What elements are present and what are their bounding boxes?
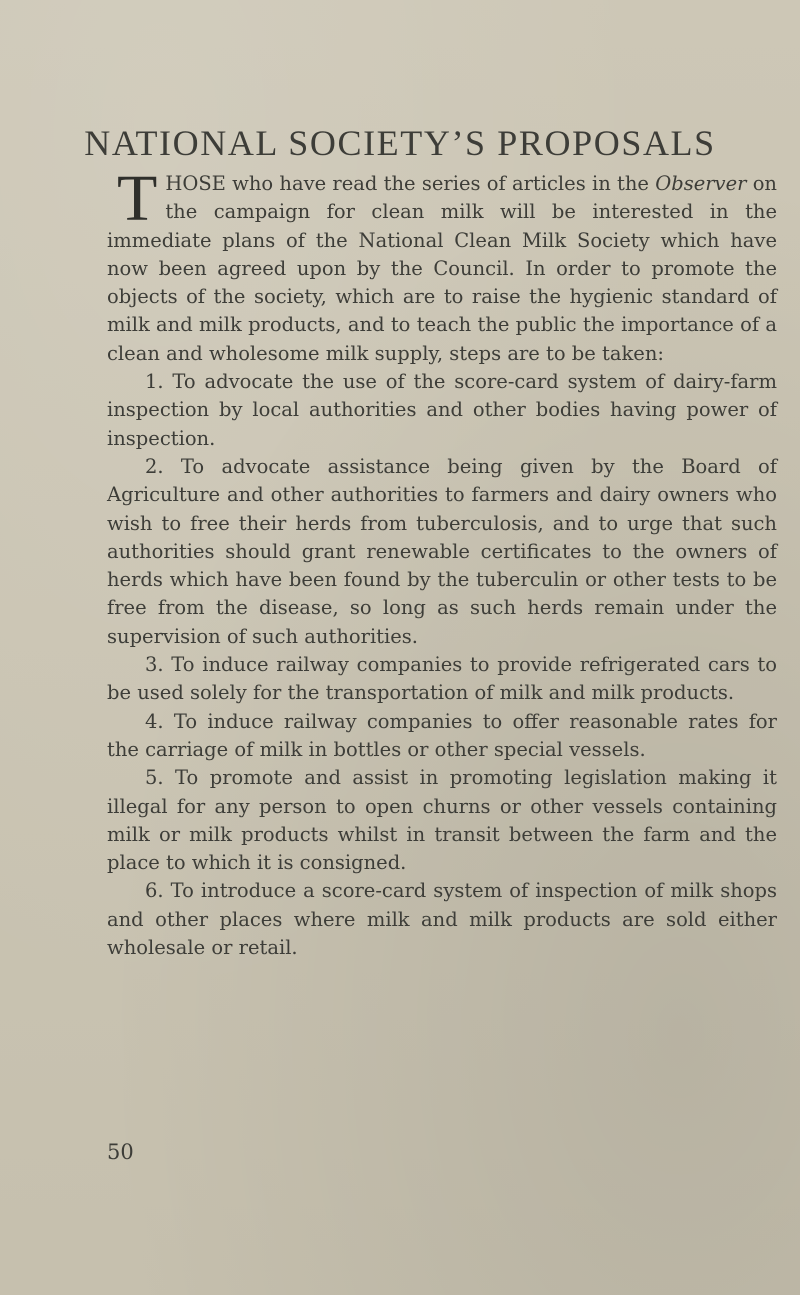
proposal-item-5: 5. To promote and assist in promoting legislation making it illegal for any person to open churns or other vessels containing milk or milk products whilst in transit between the farm and the place to which it is consigned. (107, 766, 777, 875)
proposal-item-1: 1. To advocate the use of the score-card system of dairy-farm inspection by local authorities and other bodies having power of inspection. (107, 370, 777, 450)
intro-paragraph (107, 162, 777, 368)
page-title: NATIONAL SOCIETY’S PROPOSALS (84, 123, 716, 163)
proposal-item-2: 2. To advocate assistance being given by the Board of Agriculture and other authorities to farmers and dairy owners who wish to free their herds from tuberculosis, and to urge that such authorities should grant renewable certificates to the owners of herds which have been found by the tuberculin or other tests to be free from the disease, so long as such herds remain under the supervision of such authorities. (107, 454, 777, 648)
intro-rest: on the campaign for clean milk will be interested in the immediate plans of the National Clean Milk Society which have now been agreed upon by the Council. In order to promote the objects of the society, which are to raise the hygienic standard of milk and milk products, and to teach the public the importance of a clean and wholesome milk supply, steps are to be taken: (107, 172, 777, 365)
publication-name: Observer (655, 172, 747, 195)
drop-cap: T (117, 162, 158, 235)
article-body (107, 162, 777, 962)
proposal-item-6: 6. To introduce a score-card system of inspection of milk shops and other places where milk and milk products are sold either wholesale or retail. (107, 879, 777, 960)
page-number: 50 (107, 1140, 134, 1164)
intro-lead: HOSE who have read the series of articles in the (165, 172, 656, 195)
proposal-item-4: 4. To induce railway companies to offer reasonable rates for the carriage of milk in bottles or other special vessels. (107, 709, 777, 761)
proposal-item-3: 3. To induce railway companies to provide refrigerated cars to be used solely for the transportation of milk and milk products. (107, 653, 777, 705)
